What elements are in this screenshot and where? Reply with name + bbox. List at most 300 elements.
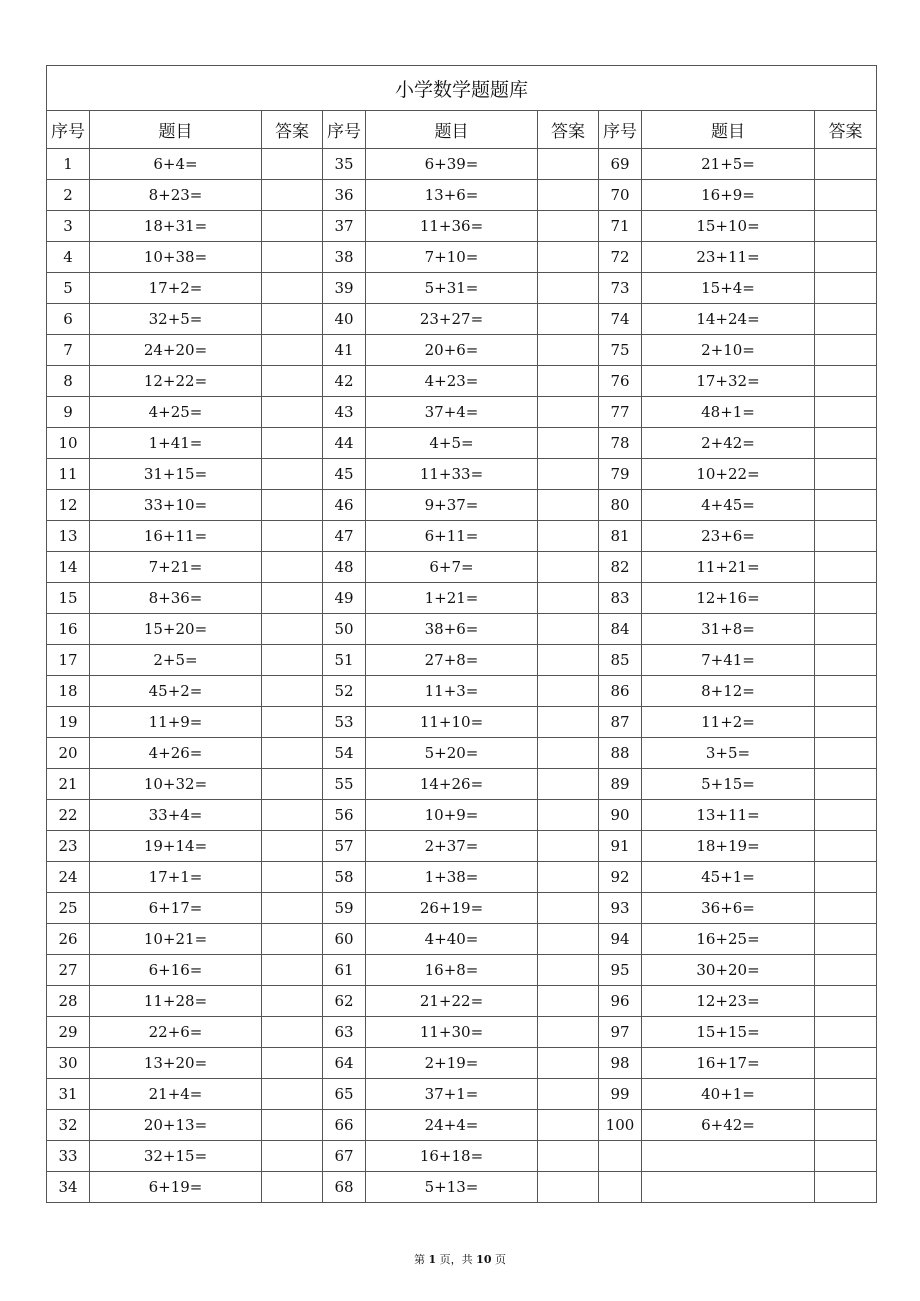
question-text: 37+1=	[366, 1079, 538, 1110]
question-text: 24+4=	[366, 1110, 538, 1141]
question-text: 8+36=	[90, 583, 262, 614]
answer-cell[interactable]	[262, 180, 323, 211]
question-number: 62	[323, 986, 366, 1017]
answer-cell[interactable]	[815, 738, 877, 769]
question-text: 15+20=	[90, 614, 262, 645]
question-text: 16+18=	[366, 1141, 538, 1172]
question-number: 45	[323, 459, 366, 490]
answer-cell[interactable]	[538, 738, 599, 769]
answer-cell[interactable]	[262, 273, 323, 304]
question-number: 58	[323, 862, 366, 893]
answer-cell[interactable]	[262, 769, 323, 800]
question-text: 10+21=	[90, 924, 262, 955]
table-row	[47, 428, 877, 459]
question-number: 74	[599, 304, 642, 335]
header-question: 题目	[90, 111, 262, 149]
answer-cell[interactable]	[815, 862, 877, 893]
question-number: 51	[323, 645, 366, 676]
question-text	[642, 1172, 815, 1203]
answer-cell[interactable]	[538, 676, 599, 707]
table-row	[47, 1172, 877, 1203]
answer-cell[interactable]	[262, 1017, 323, 1048]
question-text: 2+10=	[642, 335, 815, 366]
question-number: 95	[599, 955, 642, 986]
question-text: 37+4=	[366, 397, 538, 428]
question-text: 23+6=	[642, 521, 815, 552]
question-text: 26+19=	[366, 893, 538, 924]
question-number: 88	[599, 738, 642, 769]
answer-cell[interactable]	[538, 893, 599, 924]
header-question: 题目	[366, 111, 538, 149]
question-text: 2+42=	[642, 428, 815, 459]
question-number: 42	[323, 366, 366, 397]
answer-cell[interactable]	[815, 893, 877, 924]
question-text: 11+10=	[366, 707, 538, 738]
answer-cell[interactable]	[262, 893, 323, 924]
question-text: 10+38=	[90, 242, 262, 273]
question-number: 49	[323, 583, 366, 614]
answer-cell[interactable]	[538, 1110, 599, 1141]
answer-cell[interactable]	[262, 304, 323, 335]
question-text: 10+32=	[90, 769, 262, 800]
answer-cell[interactable]	[262, 924, 323, 955]
answer-cell[interactable]	[262, 335, 323, 366]
question-number: 15	[47, 583, 90, 614]
answer-cell[interactable]	[815, 304, 877, 335]
question-text: 6+16=	[90, 955, 262, 986]
question-number: 78	[599, 428, 642, 459]
footer-prefix: 第	[414, 1253, 429, 1266]
answer-cell[interactable]	[815, 800, 877, 831]
answer-cell[interactable]	[262, 986, 323, 1017]
answer-cell[interactable]	[815, 1110, 877, 1141]
answer-cell[interactable]	[262, 676, 323, 707]
question-number: 20	[47, 738, 90, 769]
question-number: 37	[323, 211, 366, 242]
question-text: 7+41=	[642, 645, 815, 676]
answer-cell[interactable]	[262, 831, 323, 862]
answer-cell[interactable]	[538, 924, 599, 955]
question-text: 7+10=	[366, 242, 538, 273]
header-index: 序号	[323, 111, 366, 149]
question-text: 48+1=	[642, 397, 815, 428]
question-text: 16+8=	[366, 955, 538, 986]
answer-cell[interactable]	[262, 862, 323, 893]
question-text: 33+4=	[90, 800, 262, 831]
answer-cell[interactable]	[262, 459, 323, 490]
answer-cell[interactable]	[538, 242, 599, 273]
table-row	[47, 180, 877, 211]
question-number: 65	[323, 1079, 366, 1110]
question-number: 85	[599, 645, 642, 676]
question-text: 13+20=	[90, 1048, 262, 1079]
answer-cell[interactable]	[815, 552, 877, 583]
answer-cell[interactable]	[262, 1110, 323, 1141]
answer-cell[interactable]	[538, 211, 599, 242]
question-number: 26	[47, 924, 90, 955]
question-number: 57	[323, 831, 366, 862]
question-text: 5+20=	[366, 738, 538, 769]
footer-suffix: 页	[491, 1253, 506, 1266]
question-text: 6+11=	[366, 521, 538, 552]
answer-cell[interactable]	[538, 1141, 599, 1172]
table-row	[47, 366, 877, 397]
question-text: 40+1=	[642, 1079, 815, 1110]
answer-cell[interactable]	[262, 521, 323, 552]
answer-cell[interactable]	[538, 1048, 599, 1079]
question-text: 32+15=	[90, 1141, 262, 1172]
answer-cell[interactable]	[815, 769, 877, 800]
answer-cell[interactable]	[538, 149, 599, 180]
question-number: 1	[47, 149, 90, 180]
answer-cell[interactable]	[538, 304, 599, 335]
table-row	[47, 490, 877, 521]
question-number: 79	[599, 459, 642, 490]
table-row	[47, 1079, 877, 1110]
answer-cell[interactable]	[815, 1172, 877, 1203]
question-text: 18+31=	[90, 211, 262, 242]
answer-cell[interactable]	[262, 707, 323, 738]
table-row	[47, 397, 877, 428]
answer-cell[interactable]	[262, 366, 323, 397]
question-number: 97	[599, 1017, 642, 1048]
header-answer: 答案	[262, 111, 323, 149]
question-text: 11+33=	[366, 459, 538, 490]
question-number: 72	[599, 242, 642, 273]
question-text: 4+26=	[90, 738, 262, 769]
answer-cell[interactable]	[815, 1048, 877, 1079]
question-text: 6+39=	[366, 149, 538, 180]
question-text: 4+5=	[366, 428, 538, 459]
question-text: 23+11=	[642, 242, 815, 273]
question-number: 24	[47, 862, 90, 893]
question-text: 36+6=	[642, 893, 815, 924]
question-number: 39	[323, 273, 366, 304]
question-number: 9	[47, 397, 90, 428]
answer-cell[interactable]	[538, 180, 599, 211]
question-text: 1+38=	[366, 862, 538, 893]
answer-cell[interactable]	[815, 521, 877, 552]
question-number: 40	[323, 304, 366, 335]
answer-cell[interactable]	[815, 955, 877, 986]
question-number: 91	[599, 831, 642, 862]
question-text: 11+28=	[90, 986, 262, 1017]
answer-cell[interactable]	[262, 1079, 323, 1110]
question-number: 38	[323, 242, 366, 273]
answer-cell[interactable]	[815, 707, 877, 738]
question-number: 6	[47, 304, 90, 335]
question-text: 12+16=	[642, 583, 815, 614]
answer-cell[interactable]	[815, 831, 877, 862]
title-row	[47, 66, 877, 111]
question-text: 21+22=	[366, 986, 538, 1017]
answer-cell[interactable]	[538, 955, 599, 986]
question-number	[599, 1172, 642, 1203]
answer-cell[interactable]	[815, 676, 877, 707]
question-number: 46	[323, 490, 366, 521]
question-number: 66	[323, 1110, 366, 1141]
footer-total-pages: 10	[476, 1253, 492, 1266]
question-text: 2+19=	[366, 1048, 538, 1079]
question-text: 16+9=	[642, 180, 815, 211]
question-number: 43	[323, 397, 366, 428]
answer-cell[interactable]	[815, 645, 877, 676]
question-number: 55	[323, 769, 366, 800]
question-number: 23	[47, 831, 90, 862]
answer-cell[interactable]	[262, 645, 323, 676]
question-number: 99	[599, 1079, 642, 1110]
answer-cell[interactable]	[262, 428, 323, 459]
question-number: 80	[599, 490, 642, 521]
question-number: 82	[599, 552, 642, 583]
question-number: 93	[599, 893, 642, 924]
question-text: 6+17=	[90, 893, 262, 924]
question-number: 52	[323, 676, 366, 707]
question-text: 13+6=	[366, 180, 538, 211]
answer-cell[interactable]	[538, 397, 599, 428]
table-row	[47, 1048, 877, 1079]
question-number: 31	[47, 1079, 90, 1110]
question-number: 8	[47, 366, 90, 397]
answer-cell[interactable]	[538, 1172, 599, 1203]
answer-cell[interactable]	[815, 459, 877, 490]
question-text: 12+22=	[90, 366, 262, 397]
question-text: 23+27=	[366, 304, 538, 335]
answer-cell[interactable]	[538, 800, 599, 831]
answer-cell[interactable]	[262, 800, 323, 831]
question-text: 31+15=	[90, 459, 262, 490]
question-text: 4+23=	[366, 366, 538, 397]
answer-cell[interactable]	[538, 521, 599, 552]
question-number: 86	[599, 676, 642, 707]
answer-cell[interactable]	[815, 273, 877, 304]
question-text: 11+36=	[366, 211, 538, 242]
question-number: 11	[47, 459, 90, 490]
question-number: 50	[323, 614, 366, 645]
footer-page-number: 1	[428, 1253, 437, 1266]
question-number: 3	[47, 211, 90, 242]
question-text: 7+21=	[90, 552, 262, 583]
answer-cell[interactable]	[815, 1017, 877, 1048]
question-number: 59	[323, 893, 366, 924]
answer-cell[interactable]	[815, 490, 877, 521]
answer-cell[interactable]	[538, 707, 599, 738]
question-text: 8+23=	[90, 180, 262, 211]
answer-cell[interactable]	[815, 211, 877, 242]
table-row	[47, 459, 877, 490]
question-text: 6+4=	[90, 149, 262, 180]
question-number: 32	[47, 1110, 90, 1141]
answer-cell[interactable]	[538, 645, 599, 676]
question-text: 30+20=	[642, 955, 815, 986]
question-number: 4	[47, 242, 90, 273]
question-text: 2+37=	[366, 831, 538, 862]
answer-cell[interactable]	[262, 211, 323, 242]
question-number: 44	[323, 428, 366, 459]
question-number: 41	[323, 335, 366, 366]
question-text: 31+8=	[642, 614, 815, 645]
answer-cell[interactable]	[538, 273, 599, 304]
question-number: 87	[599, 707, 642, 738]
question-number: 56	[323, 800, 366, 831]
question-text: 11+9=	[90, 707, 262, 738]
question-text: 45+2=	[90, 676, 262, 707]
question-number: 73	[599, 273, 642, 304]
answer-cell[interactable]	[538, 862, 599, 893]
question-text: 4+45=	[642, 490, 815, 521]
answer-cell[interactable]	[815, 1141, 877, 1172]
question-number: 63	[323, 1017, 366, 1048]
question-number: 68	[323, 1172, 366, 1203]
answer-cell[interactable]	[262, 583, 323, 614]
question-text: 24+20=	[90, 335, 262, 366]
answer-cell[interactable]	[815, 335, 877, 366]
answer-cell[interactable]	[815, 149, 877, 180]
question-text: 21+4=	[90, 1079, 262, 1110]
question-text: 14+24=	[642, 304, 815, 335]
table-row	[47, 707, 877, 738]
answer-cell[interactable]	[262, 1141, 323, 1172]
question-text: 17+2=	[90, 273, 262, 304]
table-row	[47, 831, 877, 862]
question-number: 76	[599, 366, 642, 397]
question-text: 11+21=	[642, 552, 815, 583]
answer-cell[interactable]	[262, 490, 323, 521]
question-number: 61	[323, 955, 366, 986]
question-number: 89	[599, 769, 642, 800]
header-index: 序号	[599, 111, 642, 149]
answer-cell[interactable]	[262, 242, 323, 273]
answer-cell[interactable]	[538, 552, 599, 583]
question-number: 84	[599, 614, 642, 645]
answer-cell[interactable]	[815, 397, 877, 428]
header-question: 题目	[642, 111, 815, 149]
question-number: 17	[47, 645, 90, 676]
question-text: 4+40=	[366, 924, 538, 955]
question-text: 3+5=	[642, 738, 815, 769]
question-number	[599, 1141, 642, 1172]
question-number: 71	[599, 211, 642, 242]
answer-cell[interactable]	[815, 924, 877, 955]
table-row	[47, 955, 877, 986]
question-text: 32+5=	[90, 304, 262, 335]
answer-cell[interactable]	[262, 614, 323, 645]
table-row	[47, 924, 877, 955]
question-number: 83	[599, 583, 642, 614]
answer-cell[interactable]	[538, 428, 599, 459]
answer-cell[interactable]	[538, 490, 599, 521]
question-number: 69	[599, 149, 642, 180]
question-text: 6+19=	[90, 1172, 262, 1203]
question-number: 100	[599, 1110, 642, 1141]
table-row	[47, 738, 877, 769]
question-number: 16	[47, 614, 90, 645]
question-text: 5+15=	[642, 769, 815, 800]
question-text: 33+10=	[90, 490, 262, 521]
question-number: 60	[323, 924, 366, 955]
question-number: 30	[47, 1048, 90, 1079]
answer-cell[interactable]	[815, 180, 877, 211]
question-number: 81	[599, 521, 642, 552]
answer-cell[interactable]	[538, 335, 599, 366]
question-text: 16+11=	[90, 521, 262, 552]
answer-cell[interactable]	[538, 769, 599, 800]
question-text: 8+12=	[642, 676, 815, 707]
question-number: 12	[47, 490, 90, 521]
answer-cell[interactable]	[815, 583, 877, 614]
answer-cell[interactable]	[538, 831, 599, 862]
answer-cell[interactable]	[815, 242, 877, 273]
table-row	[47, 1017, 877, 1048]
answer-cell[interactable]	[538, 459, 599, 490]
answer-cell[interactable]	[815, 614, 877, 645]
question-text: 14+26=	[366, 769, 538, 800]
answer-cell[interactable]	[815, 1079, 877, 1110]
answer-cell[interactable]	[262, 552, 323, 583]
table-row	[47, 149, 877, 180]
answer-cell[interactable]	[262, 397, 323, 428]
question-number: 90	[599, 800, 642, 831]
question-text: 10+9=	[366, 800, 538, 831]
question-number: 14	[47, 552, 90, 583]
answer-cell[interactable]	[262, 955, 323, 986]
question-text: 12+23=	[642, 986, 815, 1017]
page-footer	[0, 1251, 920, 1267]
question-number: 70	[599, 180, 642, 211]
question-text: 16+17=	[642, 1048, 815, 1079]
table-row	[47, 273, 877, 304]
question-text: 15+4=	[642, 273, 815, 304]
question-number: 53	[323, 707, 366, 738]
question-number: 35	[323, 149, 366, 180]
question-number: 98	[599, 1048, 642, 1079]
question-number: 25	[47, 893, 90, 924]
question-number: 28	[47, 986, 90, 1017]
answer-cell[interactable]	[538, 583, 599, 614]
question-text: 27+8=	[366, 645, 538, 676]
question-text: 11+3=	[366, 676, 538, 707]
question-number: 22	[47, 800, 90, 831]
answer-cell[interactable]	[815, 428, 877, 459]
table-row	[47, 893, 877, 924]
header-answer: 答案	[815, 111, 877, 149]
answer-cell[interactable]	[538, 1017, 599, 1048]
question-number: 64	[323, 1048, 366, 1079]
answer-cell[interactable]	[538, 1079, 599, 1110]
question-text: 20+13=	[90, 1110, 262, 1141]
answer-cell[interactable]	[262, 149, 323, 180]
answer-cell[interactable]	[262, 738, 323, 769]
table-row	[47, 304, 877, 335]
answer-cell[interactable]	[538, 366, 599, 397]
question-number: 19	[47, 707, 90, 738]
question-number: 5	[47, 273, 90, 304]
question-number: 67	[323, 1141, 366, 1172]
question-number: 33	[47, 1141, 90, 1172]
table-row	[47, 521, 877, 552]
answer-cell[interactable]	[815, 986, 877, 1017]
question-number: 75	[599, 335, 642, 366]
answer-cell[interactable]	[262, 1172, 323, 1203]
question-text: 9+37=	[366, 490, 538, 521]
question-text: 17+1=	[90, 862, 262, 893]
answer-cell[interactable]	[262, 1048, 323, 1079]
question-number: 48	[323, 552, 366, 583]
answer-cell[interactable]	[815, 366, 877, 397]
answer-cell[interactable]	[538, 986, 599, 1017]
table-row	[47, 211, 877, 242]
answer-cell[interactable]	[538, 614, 599, 645]
